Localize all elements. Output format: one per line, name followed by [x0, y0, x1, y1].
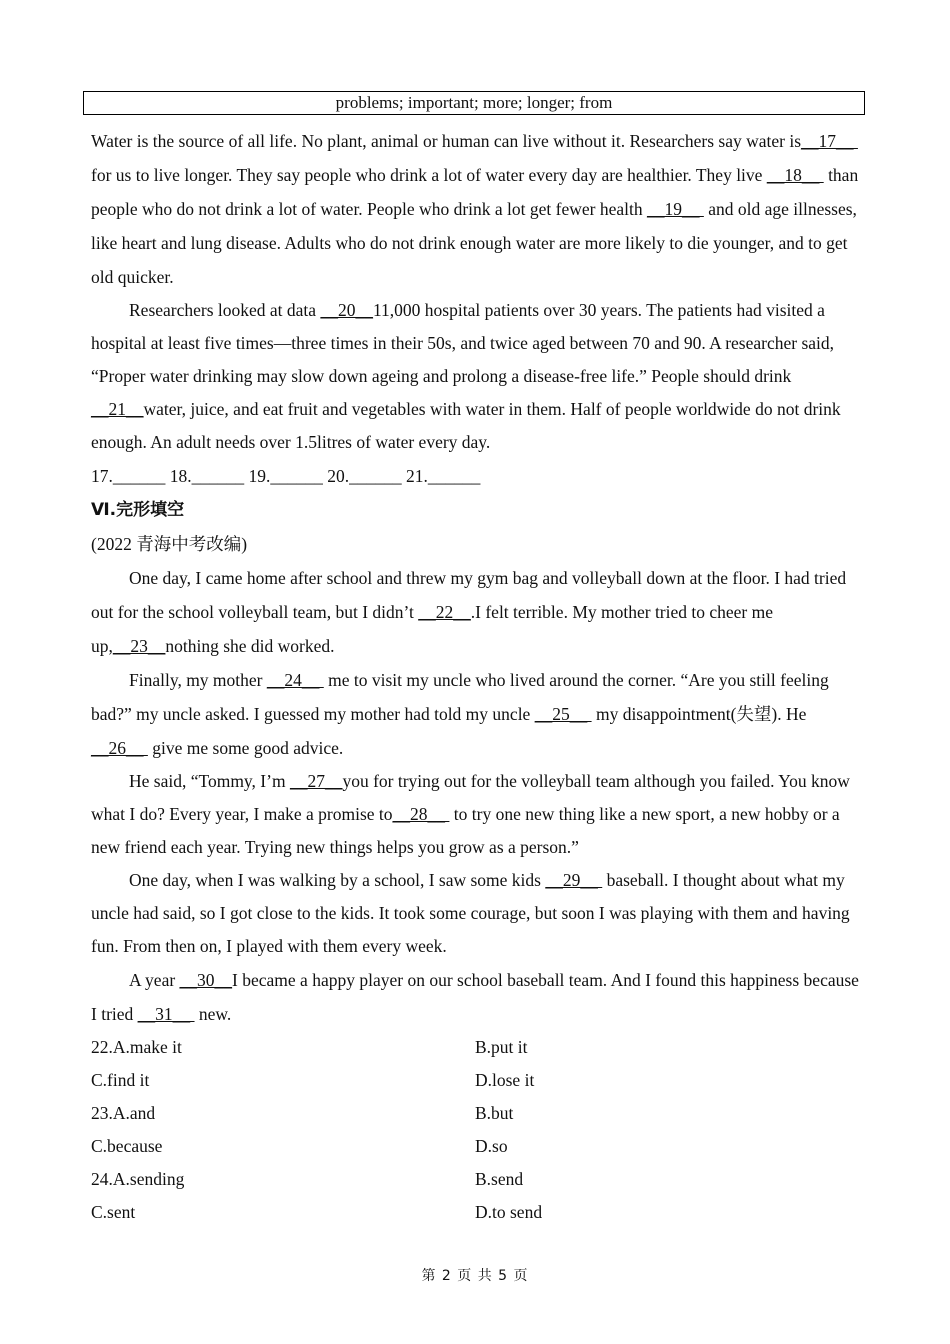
- section-title: Ⅵ.完形填空: [91, 500, 185, 520]
- blank-18: __18__: [766, 165, 824, 185]
- page-footer: 第 2 页 共 5 页: [421, 1268, 529, 1284]
- blank-29: __29__: [545, 870, 603, 890]
- text-run: Researchers looked at data: [129, 300, 321, 320]
- option-item: B.put it: [475, 1037, 528, 1057]
- text-run: you for trying out for the volleyball team although you failed. You know what I do? Every year, I make a promise to: [91, 771, 850, 824]
- cloze-paragraph-2: [91, 663, 866, 765]
- option-item: 23.A.and: [91, 1103, 156, 1123]
- blank-23: __23__: [112, 636, 166, 656]
- text-run: A year: [129, 970, 180, 990]
- option-item: B.send: [475, 1169, 524, 1189]
- blank-25: __25__: [534, 704, 592, 724]
- options-grid: [91, 1031, 866, 1229]
- text-run: and old age illnesses, like heart and lung disease. Adults who do not drink enough water are more likely to die younger, and to get old quicker.: [91, 199, 857, 287]
- option-item: 24.A.sending: [91, 1169, 185, 1189]
- text-run: .I felt terrible. My mother tried to cheer me up,: [91, 602, 774, 656]
- option-item: C.find it: [91, 1070, 150, 1090]
- passage-paragraph-1: [91, 124, 866, 294]
- text-run: me to visit my uncle who lived around the corner. “Are you still feeling bad?” my uncle asked. I guessed my mother had told my uncle: [91, 670, 829, 724]
- text-run: He said, “Tommy, I’m: [129, 771, 290, 791]
- cloze-paragraph-1: [91, 561, 866, 663]
- text-run: One day, I came home after school and threw my gym bag and volleyball down at the floor. I had tried out for the school volleyball team, but I didn’t: [91, 568, 847, 622]
- option-item: C.sent: [91, 1202, 136, 1222]
- text-run: Finally, my mother: [129, 670, 267, 690]
- answer-line: [91, 459, 866, 493]
- text-run: I became a happy player on our school baseball team. And I found this happiness because I tried: [91, 970, 859, 1024]
- text-run: Water is the source of all life. No plant, animal or human can live without it. Researchers say water is: [91, 131, 802, 151]
- cloze-paragraph-3: [91, 765, 866, 864]
- blank-21: __21__: [91, 399, 144, 419]
- text-run: new.: [194, 1004, 232, 1024]
- answer-21: 21.______: [406, 466, 481, 486]
- option-item: B.but: [475, 1103, 514, 1123]
- cloze-paragraph-4: [91, 864, 866, 963]
- word-bank-box: problems; important; more; longer; from: [83, 91, 865, 115]
- text-run: give me some good advice.: [147, 738, 344, 758]
- answer-20: 20.______: [327, 466, 402, 486]
- text-run: my disappointment(失望). He: [591, 704, 807, 724]
- blank-28: __28__: [392, 804, 450, 824]
- page-content: [91, 124, 866, 1229]
- option-item: D.so: [475, 1136, 508, 1156]
- blank-31: __31__: [137, 1004, 195, 1024]
- text-run: baseball. I thought about what my uncle had said, so I got close to the kids. It took some courage, but soon I was playing with them and having fun. From then on, I played with them every week.: [91, 870, 850, 956]
- answer-18: 18.______: [169, 466, 245, 486]
- blank-22: __22__: [418, 602, 471, 622]
- option-item: D.lose it: [475, 1070, 535, 1090]
- option-item: D.to send: [475, 1202, 543, 1222]
- blank-20: __20__: [320, 300, 373, 320]
- option-item: C.because: [91, 1136, 163, 1156]
- blank-24: __24__: [266, 670, 324, 690]
- source-note: (2022 青海中考改编): [91, 534, 248, 554]
- text-run: water, juice, and eat fruit and vegetables with water in them. Half of people worldwide do not drink enough. An adult needs over 1.5litres of water every day.: [91, 399, 841, 452]
- cloze-paragraph-5: [91, 963, 866, 1031]
- blank-17: __17__: [801, 131, 858, 151]
- text-run: to try one new thing like a new sport, a new hobby or a new friend each year. Trying new things helps you grow as a person.”: [91, 804, 840, 857]
- text-run: for us to live longer. They say people who drink a lot of water every day are healthier. They live: [91, 165, 767, 185]
- option-item: 22.A.make it: [91, 1037, 182, 1057]
- answer-19: 19.______: [248, 466, 323, 486]
- passage-paragraph-2: [91, 294, 866, 459]
- blank-27: __27__: [289, 771, 343, 791]
- blank-26: __26__: [91, 738, 148, 758]
- blank-30: __30__: [179, 970, 233, 990]
- text-run: One day, when I was walking by a school, I saw some kids: [129, 870, 546, 890]
- answer-17: 17.______: [91, 466, 166, 486]
- blank-19: __19__: [646, 199, 704, 219]
- text-run: 11,000 hospital patients over 30 years. The patients had visited a hospital at least five times—three times in their 50s, and twice aged between 70 and 90. A researcher said, “Proper water drinking may slow down ageing and prolong a disease-free life.” People should drink: [91, 300, 835, 386]
- text-run: nothing she did worked.: [165, 636, 335, 656]
- text-run: than people who do not drink a lot of water. People who drink a lot get fewer health: [91, 165, 859, 219]
